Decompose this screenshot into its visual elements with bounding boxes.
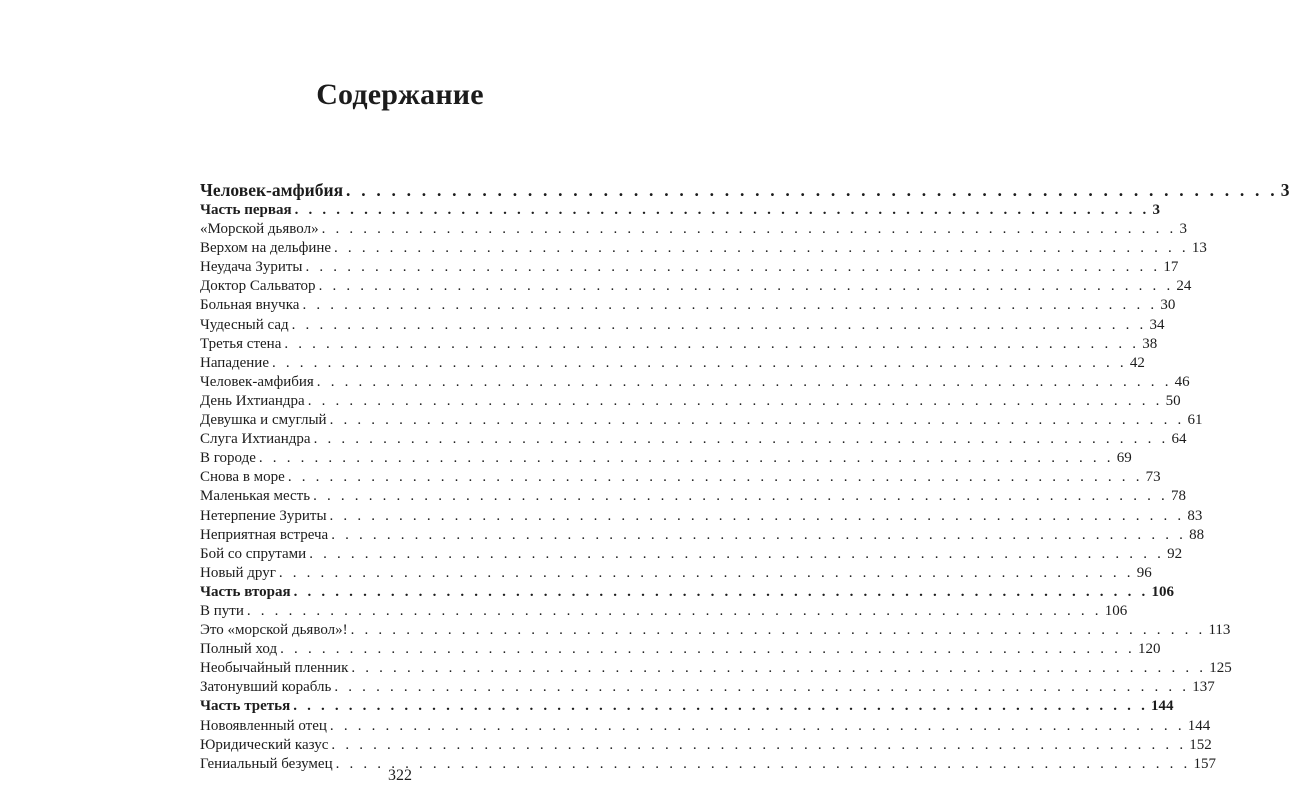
toc-entry (200, 507, 1203, 526)
toc-dot-leader: . . . . . . . . . . . . . . . . . . . . . . . . . . . . . . . . . . . . . . . . . . . . . . . . . . . . . . . . . . . . . . (335, 755, 1191, 772)
toc-entry-page: 34 (1149, 316, 1165, 333)
toc-entry-page: 83 (1187, 507, 1203, 524)
toc-entry-page: 144 (1187, 717, 1211, 734)
toc-entry-title: Верхом на дельфине (200, 240, 332, 257)
toc-entry-page: 42 (1129, 354, 1145, 371)
toc-dot-leader: . . . . . . . . . . . . . . . . . . . . . . . . . . . . . . . . . . . . . . . . . . . . . . . . . . . . . . . . . . . . . . (291, 316, 1147, 333)
toc-entry (200, 640, 1161, 659)
toc-dot-leader: . . . . . . . . . . . . . . . . . . . . . . . . . . . . . . . . . . . . . . . . . . . . . . . . . . . . . . . . . . . . . . (331, 526, 1187, 543)
toc-entry-page: 157 (1193, 755, 1216, 772)
page-number: 322 (388, 767, 412, 784)
toc-entry-page: 96 (1136, 564, 1152, 581)
toc-dot-leader: . . . . . . . . . . . . . . . . . . . . . . . . . . . . . . . . . . . . . . . . . . . . . . . . . . . . . . . . . . . . . . (321, 221, 1177, 238)
toc-entry-page: 24 (1176, 278, 1192, 295)
toc-entry-page: 78 (1170, 488, 1186, 505)
toc-entry-page: 13 (1191, 240, 1207, 257)
toc-entry-page: 106 (1151, 583, 1174, 600)
toc-entry-title: В пути (200, 602, 244, 619)
toc-entry-page: 17 (1163, 259, 1179, 276)
toc-entry (200, 220, 1187, 239)
toc-entry-title: День Ихтиандра (200, 392, 305, 409)
toc-dot-leader: . . . . . . . . . . . . . . . . . . . . . . . . . . . . . . . . . . . . . . . . . . . . . . . . . . . . . . . . . . . . . . (334, 240, 1189, 257)
toc-entry-title: Больная внучка (200, 297, 300, 314)
toc-dot-leader: . . . . . . . . . . . . . . . . . . . . . . . . . . . . . . . . . . . . . . . . . . . . . . . . . . . . . . . . . . . . . . (329, 412, 1185, 429)
toc-entry (200, 621, 1231, 640)
toc-dot-leader: . . . . . . . . . . . . . . . . . . . . . . . . . . . . . . . . . . . . . . . . . . . . . . . . . . . . . . . . . . . . . . (294, 202, 1150, 218)
table-of-contents (200, 179, 1290, 774)
toc-entry-title: Часть вторая (200, 583, 291, 600)
toc-entry (200, 411, 1203, 430)
toc-entry (200, 602, 1128, 621)
toc-dot-leader: . . . . . . . . . . . . . . . . . . . . . . . . . . . . . . . . . . . . . . . . . . . . . . . . . . . . . . . . . . . . . . (329, 507, 1185, 524)
toc-entry (200, 468, 1161, 487)
toc-dot-leader: . . . . . . . . . . . . . . . . . . . . . . . . . . . . . . . . . . . . . . . . . . . . . . . . . . . . . . . . . . . . . . (350, 622, 1206, 639)
page-title: Содержание (316, 78, 484, 111)
toc-entry (200, 545, 1183, 564)
toc-entry (200, 697, 1174, 716)
toc-dot-leader: . . . . . . . . . . . . . . . . . . . . . . . . . . . . . . . . . . . . . . . . . . . . . . . . . . . . . . . . . . . . . . (284, 335, 1140, 352)
toc-entry-page: 3 (1280, 180, 1290, 200)
toc-entry-page: 73 (1145, 469, 1161, 486)
toc-entry-page: 3 (1152, 202, 1160, 218)
toc-entry-title: Доктор Сальватор (200, 278, 316, 295)
toc-entry-page: 137 (1192, 679, 1215, 696)
toc-entry (200, 717, 1211, 736)
toc-entry-page: 120 (1138, 641, 1161, 658)
toc-dot-leader: . . . . . . . . . . . . . . . . . . . . . . . . . . . . . . . . . . . . . . . . . . . . . . . . . . . . . . . . . . . . . . (258, 450, 1114, 467)
toc-entry (200, 564, 1152, 583)
toc-entry-page: 69 (1116, 450, 1132, 467)
toc-entry-title: Это «морской дьявол»! (200, 622, 348, 639)
toc-entry-page: 113 (1208, 622, 1231, 639)
toc-dot-leader: . . . . . . . . . . . . . . . . . . . . . . . . . . . . . . . . . . . . . . . . . . . . . . . . . . . . . . . . . . . . . . (287, 469, 1143, 486)
toc-dot-leader: . . . . . . . . . . . . . . . . . . . . . . . . . . . . . . . . . . . . . . . . . . . . . . . . . . . . . . . . . . . . . . (318, 278, 1174, 295)
toc-dot-leader: . . . . . . . . . . . . . . . . . . . . . . . . . . . . . . . . . . . . . . . . . . . . . . . . . . . . . . . . . . . . . . (331, 736, 1187, 753)
toc-entry (200, 659, 1232, 678)
toc-entry (200, 678, 1215, 697)
toc-entry-page: 88 (1189, 526, 1205, 543)
toc-entry (200, 277, 1192, 296)
toc-dot-leader: . . . . . . . . . . . . . . . . . . . . . . . . . . . . . . . . . . . . . . . . . . . . . . . . . . . . . . . . . . . . . . (313, 431, 1169, 448)
toc-entry (200, 239, 1207, 258)
toc-dot-leader: . . . . . . . . . . . . . . . . . . . . . . . . . . . . . . . . . . . . . . . . . . . . . . . . . . . . . . . . . . . . . . (280, 641, 1135, 658)
toc-entry (200, 392, 1181, 411)
toc-dot-leader: . . . . . . . . . . . . . . . . . . . . . . . . . . . . . . . . . . . . . . . . . . . . . . . . . . . . . . . . . . . . . . (305, 259, 1161, 276)
toc-entry-title: Полный ход (200, 641, 278, 658)
toc-dot-leader: . . . . . . . . . . . . . . . . . . . . . . . . . . . . . . . . . . . . . . . . . . . . . . . . . . . . . . . . . . . . . . (351, 660, 1207, 677)
toc-entry (200, 354, 1145, 373)
toc-entry (200, 258, 1179, 277)
toc-entry-title: Новый друг (200, 564, 276, 581)
toc-dot-leader: . . . . . . . . . . . . . . . . . . . . . . . . . . . . . . . . . . . . . . . . . . . . . . . . . . . . . . . . . . . . . . (329, 717, 1185, 734)
toc-entry-title: Бой со спрутами (200, 545, 307, 562)
toc-entry (200, 736, 1212, 755)
toc-entry-title: Слуга Ихтиандра (200, 431, 311, 448)
toc-entry-title: Часть третья (200, 698, 291, 715)
toc-entry (200, 487, 1186, 506)
toc-entry-page: 64 (1171, 431, 1187, 448)
toc-entry-title: Человек-амфибия (200, 373, 314, 390)
toc-entry-title: Затонувший корабль (200, 679, 332, 696)
toc-dot-leader: . . . . . . . . . . . . . . . . . . . . . . . . . . . . . . . . . . . . . . . . . . . . . . . . . . . . . . . . . . . . . . (316, 373, 1172, 390)
toc-entry-title: Третья стена (200, 335, 282, 352)
toc-entry-page: 38 (1142, 335, 1158, 352)
toc-entry-page: 46 (1174, 373, 1190, 390)
toc-entry-title: Новоявленный отец (200, 717, 327, 734)
toc-dot-leader: . . . . . . . . . . . . . . . . . . . . . . . . . . . . . . . . . . . . . . . . . . . . . . . . . . . . . . . . . . . . . . (278, 564, 1134, 581)
toc-entry (200, 526, 1205, 545)
toc-entry-title: «Морской дьявол» (200, 221, 319, 238)
toc-entry-title: Маленькая месть (200, 488, 311, 505)
toc-entry-page: 152 (1189, 736, 1212, 753)
toc-entry-page: 125 (1209, 660, 1232, 677)
toc-entry-page: 106 (1104, 602, 1128, 619)
toc-entry-title: Снова в море (200, 469, 285, 486)
toc-entry-title: Неприятная встреча (200, 526, 329, 543)
toc-entry-title: Необычайный пленник (200, 660, 349, 677)
toc-entry-title: Неудача Зуриты (200, 259, 303, 276)
toc-entry (200, 316, 1165, 335)
toc-entry (200, 335, 1158, 354)
toc-dot-leader: . . . . . . . . . . . . . . . . . . . . . . . . . . . . . . . . . . . . . . . . . . . . . . . . . . . . . . . . . . . . . . (246, 602, 1102, 619)
toc-entry-title: Нетерпение Зуриты (200, 507, 327, 524)
toc-entry (200, 179, 1290, 201)
toc-entry (200, 430, 1187, 449)
toc-dot-leader: . . . . . . . . . . . . . . . . . . . . . . . . . . . . . . . . . . . . . . . . . . . . . . . . . . . . . . . . . . . . . . (293, 583, 1149, 600)
toc-entry (200, 373, 1190, 392)
toc-entry-title: Гениальный безумец (200, 755, 333, 772)
toc-entry-page: 92 (1167, 545, 1183, 562)
toc-entry-title: Юридический казус (200, 736, 329, 753)
toc-dot-leader: . . . . . . . . . . . . . . . . . . . . . . . . . . . . . . . . . . . . . . . . . . . . . . . . . . . . . . . . . . . . . . (346, 180, 1278, 200)
toc-dot-leader: . . . . . . . . . . . . . . . . . . . . . . . . . . . . . . . . . . . . . . . . . . . . . . . . . . . . . . . . . . . . . . (307, 392, 1163, 409)
toc-entry (200, 201, 1160, 220)
toc-entry-title: В городе (200, 450, 256, 467)
toc-entry-title: Девушка и смуглый (200, 412, 327, 429)
toc-entry-page: 3 (1179, 221, 1187, 238)
toc-entry-page: 61 (1187, 412, 1203, 429)
toc-entry-page: 30 (1160, 297, 1176, 314)
toc-dot-leader: . . . . . . . . . . . . . . . . . . . . . . . . . . . . . . . . . . . . . . . . . . . . . . . . . . . . . . . . . . . . . . (271, 354, 1127, 371)
toc-dot-leader: . . . . . . . . . . . . . . . . . . . . . . . . . . . . . . . . . . . . . . . . . . . . . . . . . . . . . . . . . . . . . . (302, 297, 1158, 314)
toc-entry-title: Нападение (200, 354, 269, 371)
toc-entry (200, 296, 1176, 315)
toc-entry-title: Человек-амфибия (200, 180, 344, 200)
toc-dot-leader: . . . . . . . . . . . . . . . . . . . . . . . . . . . . . . . . . . . . . . . . . . . . . . . . . . . . . . . . . . . . . . (334, 679, 1190, 696)
toc-dot-leader: . . . . . . . . . . . . . . . . . . . . . . . . . . . . . . . . . . . . . . . . . . . . . . . . . . . . . . . . . . . . . . (313, 488, 1168, 505)
toc-entry (200, 583, 1174, 602)
toc-entry-page: 144 (1151, 698, 1174, 715)
toc-dot-leader: . . . . . . . . . . . . . . . . . . . . . . . . . . . . . . . . . . . . . . . . . . . . . . . . . . . . . . . . . . . . . . (309, 545, 1165, 562)
toc-entry-title: Чудесный сад (200, 316, 289, 333)
toc-dot-leader: . . . . . . . . . . . . . . . . . . . . . . . . . . . . . . . . . . . . . . . . . . . . . . . . . . . . . . . . . . . . . . (293, 698, 1149, 715)
toc-entry (200, 449, 1132, 468)
toc-entry-page: 50 (1165, 392, 1181, 409)
toc-entry-title: Часть первая (200, 202, 292, 218)
